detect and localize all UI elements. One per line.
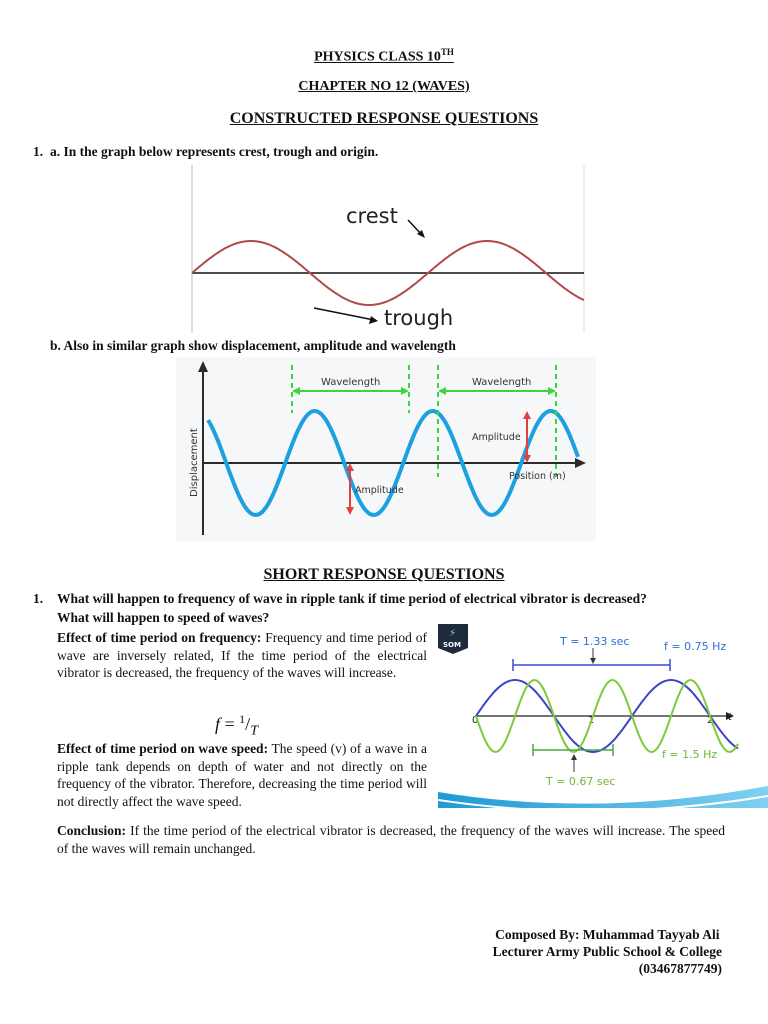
- doc-title: [0, 47, 768, 66]
- speed-effect-text: The speed (v) of a wave in a ripple tank depends on depth of water and not directly on the frequency of the vibrator. Therefore, decreasing the time period will not directly affect the wave speed.: [57, 741, 427, 809]
- axis-tick-0: 0: [472, 715, 479, 726]
- short-question-line1: What will happen to frequency of wave in ripple tank if time period of electrical vibrator is decreased?: [57, 591, 647, 606]
- displacement-axis-label: Displacement: [189, 428, 200, 497]
- axis-tick-1: 1: [588, 715, 595, 726]
- speed-effect-title: Effect of time period on wave speed:: [57, 741, 269, 756]
- footer-author: Composed By: Muhammad Tayyab Ali: [495, 927, 720, 942]
- question-1b-text: b. Also in similar graph show displacement, amplitude and wavelength: [50, 338, 456, 353]
- formula-equals: =: [224, 714, 235, 734]
- doc-title-sup: TH: [440, 47, 454, 57]
- amplitude-bottom-label: Amplitude: [355, 485, 404, 496]
- footer-credits: [493, 926, 722, 977]
- figure-wave-parts: [176, 357, 596, 541]
- chapter-title: CHAPTER NO 12 (WAVES): [298, 79, 470, 94]
- section-heading-short: SHORT RESPONSE QUESTIONS: [263, 566, 505, 583]
- figure-crest-trough: [186, 165, 586, 333]
- frequency-effect-text: Frequency and time period of wave are inversely related, If the time period of the electrical vibrator is decreased, the frequency of the waves will increase.: [57, 630, 427, 680]
- speed-effect-paragraph: [57, 740, 427, 810]
- period-short-label: T = 0.67 sec: [546, 775, 616, 788]
- short-question-number: 1.: [33, 591, 44, 606]
- wavelength1-label: Wavelength: [321, 377, 381, 388]
- formula-denominator: T: [250, 723, 258, 739]
- question-1-number: 1.: [33, 144, 44, 159]
- frequency-low-label: f = 0.75 Hz: [664, 640, 727, 653]
- frequency-effect-title: Effect of time period on frequency:: [57, 630, 262, 645]
- wavelength2-label: Wavelength: [472, 377, 532, 388]
- position-axis-label: Position (m): [509, 471, 566, 482]
- crest-label: crest: [346, 204, 398, 228]
- axis-label-t: t: [728, 712, 732, 723]
- axis-tick-2: 2: [707, 715, 714, 726]
- trough-arrow: [314, 308, 374, 320]
- conclusion-text: If the time period of the electrical vibrator is decreased, the frequency of the waves will increase. The speed of the waves will remain unchanged.: [57, 823, 725, 856]
- trough-label: trough: [384, 306, 454, 330]
- frequency-high-label: f = 1.5 Hz: [662, 748, 718, 761]
- doc-title-text: PHYSICS CLASS 10: [314, 49, 441, 65]
- som-logo-icon: ⚡: [449, 628, 457, 639]
- som-logo-text: SOM: [443, 641, 461, 649]
- period-long-label: T = 1.33 sec: [560, 635, 630, 648]
- fig-b-background: [176, 357, 596, 541]
- formula: $f = ^1/_T$: [215, 712, 258, 739]
- footer-institution: Lecturer Army Public School & College: [492, 944, 722, 959]
- section-heading-constructed: CONSTRUCTED RESPONSE QUESTIONS: [229, 110, 539, 127]
- short-question-line2: What will happen to speed of waves?: [57, 610, 270, 625]
- amplitude-top-label: Amplitude: [472, 432, 521, 443]
- trough-arrowhead: [369, 316, 378, 324]
- frequency-effect-paragraph: [57, 629, 427, 682]
- conclusion-paragraph: [57, 822, 725, 857]
- footer-phone: (03467877749): [638, 961, 722, 976]
- question-1a-text: a. In the graph below represents crest, trough and origin.: [50, 144, 379, 159]
- conclusion-title: Conclusion:: [57, 823, 127, 838]
- figure-period-frequency: [438, 610, 768, 808]
- formula-numerator: 1: [239, 712, 246, 726]
- formula-lhs: f: [215, 714, 221, 734]
